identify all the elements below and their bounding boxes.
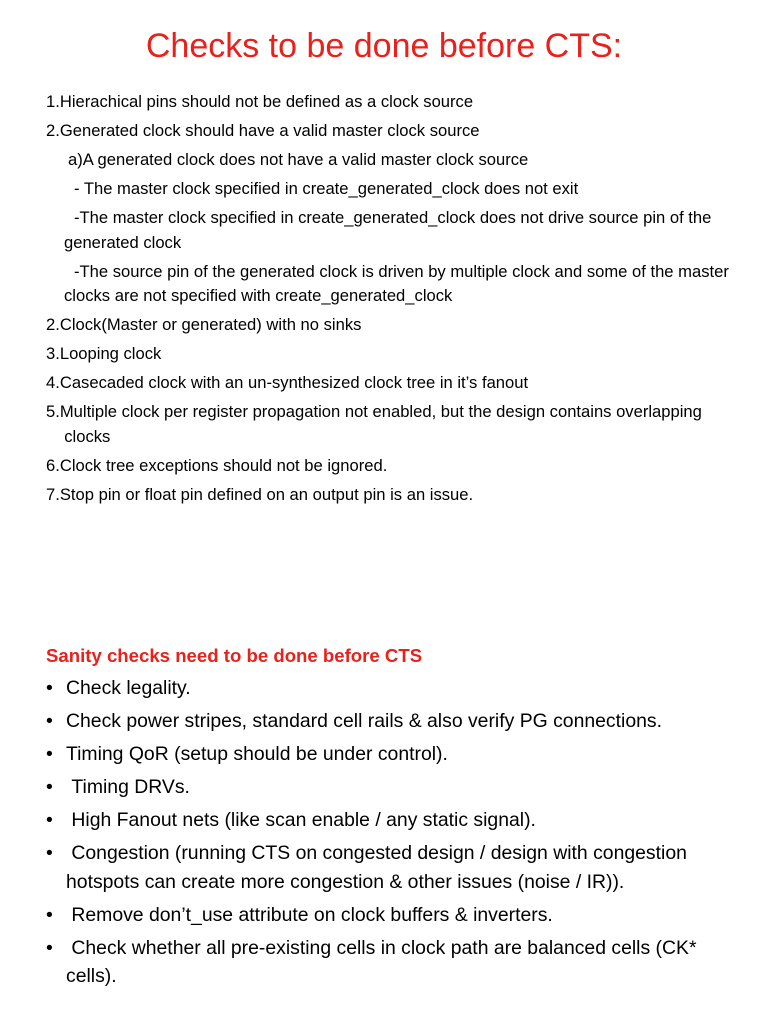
bullet-icon: • bbox=[46, 710, 53, 732]
sanity-check-item bbox=[46, 773, 746, 802]
sanity-check-text: Remove don’t_use attribute on clock buffers & inverters. bbox=[66, 903, 553, 926]
sanity-check-item bbox=[46, 806, 746, 835]
page-title: Checks to be done before CTS: bbox=[145, 27, 623, 65]
sanity-checks-heading: Sanity checks need to be done before CTS bbox=[46, 645, 423, 666]
check-item: a)A generated clock does not have a valid master clock source bbox=[68, 150, 529, 169]
check-item: 4.Casecaded clock with an un-synthesized clock tree in it’s fanout bbox=[46, 373, 529, 392]
bullet-icon: • bbox=[46, 936, 53, 959]
bullet-icon: • bbox=[46, 903, 53, 926]
check-item: -The source pin of the generated clock is driven by multiple clock and some of the master clocks are not specified with create_generated_clock bbox=[64, 261, 729, 305]
sanity-check-item bbox=[46, 707, 746, 736]
check-item: 6.Clock tree exceptions should not be ignored. bbox=[46, 455, 388, 475]
sanity-check-item bbox=[46, 901, 746, 930]
bullet-icon: • bbox=[46, 776, 53, 798]
bullet-icon: • bbox=[46, 677, 53, 699]
sanity-check-item bbox=[46, 839, 746, 896]
check-item: - The master clock specified in create_generated_clock does not exit bbox=[74, 179, 579, 198]
check-item: 2.Clock(Master or generated) with no sinks bbox=[46, 315, 362, 334]
check-item: 5.Multiple clock per register propagation not enabled, but the design contains overlapping clocks bbox=[46, 402, 702, 446]
sanity-check-item bbox=[46, 740, 746, 769]
check-item: 7.Stop pin or float pin defined on an output pin is an issue. bbox=[46, 484, 474, 504]
sanity-checks-list bbox=[46, 674, 746, 995]
checks-list bbox=[46, 90, 746, 512]
sanity-check-text: Check whether all pre-existing cells in clock path are balanced cells (CK* cells). bbox=[66, 936, 702, 987]
check-item: 2.Generated clock should have a valid master clock source bbox=[46, 121, 480, 140]
sanity-check-item bbox=[46, 674, 746, 703]
sanity-check-item bbox=[46, 934, 746, 991]
sanity-check-text: Check power stripes, standard cell rails & also verify PG connections. bbox=[66, 710, 662, 732]
check-item: -The master clock specified in create_generated_clock does not drive source pin of the generated clock bbox=[64, 208, 712, 252]
sanity-check-text: Timing QoR (setup should be under control). bbox=[66, 743, 448, 765]
sanity-check-text: Timing DRVs. bbox=[66, 776, 190, 798]
check-item: 1.Hierachical pins should not be defined as a clock source bbox=[46, 92, 474, 111]
sanity-check-text: Congestion (running CTS on congested design / design with congestion hotspots can create more congestion & other issues (noise / IR)). bbox=[66, 842, 693, 893]
bullet-icon: • bbox=[46, 809, 53, 831]
sanity-check-text: Check legality. bbox=[66, 677, 191, 699]
sanity-check-text: High Fanout nets (like scan enable / any static signal). bbox=[66, 809, 536, 831]
bullet-icon: • bbox=[46, 743, 53, 765]
bullet-icon: • bbox=[46, 842, 53, 864]
check-item: 3.Looping clock bbox=[46, 344, 162, 363]
